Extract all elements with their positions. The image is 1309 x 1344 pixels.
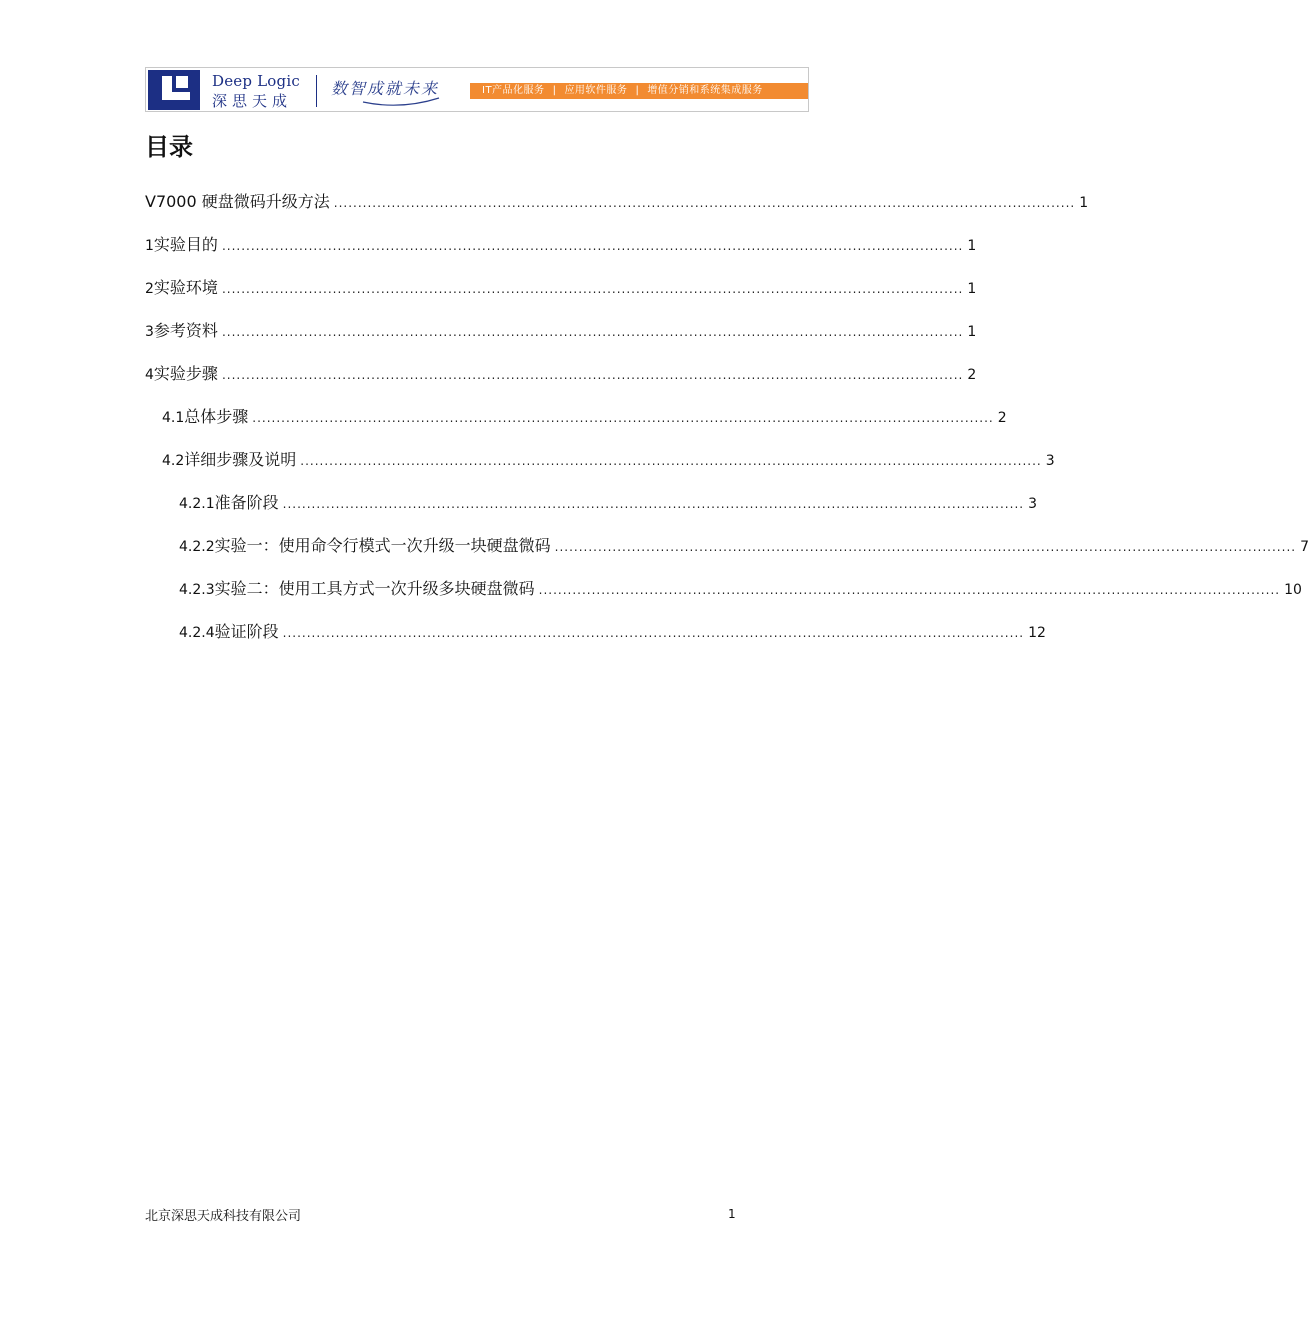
toc-entry-page: 3 [1045, 453, 1055, 469]
toc-title: 目录 [145, 133, 193, 161]
toc-entry-text: 验证阶段 [214, 622, 279, 641]
toc-entry-number: 1 [145, 238, 154, 254]
toc-entry-text: V7000 硬盘微码升级方法 [145, 192, 330, 211]
toc-entry-number: 4.2 [162, 453, 185, 469]
toc-entry[interactable] [145, 278, 977, 299]
service-app-software: 应用软件服务 [564, 85, 628, 96]
toc-entry-number: 4.1 [162, 410, 185, 426]
toc-entry-text: 总体步骤 [184, 407, 249, 426]
toc-entry[interactable] [145, 235, 977, 256]
toc-entry-page: 10 [1284, 582, 1302, 598]
service-it-product: IT产品化服务 [482, 85, 545, 96]
toc-entry[interactable] [179, 493, 1037, 514]
toc-entry[interactable] [145, 321, 977, 342]
swoosh-icon [361, 96, 441, 108]
toc-entry-page: 2 [967, 367, 977, 383]
toc-entry-page: 3 [1028, 496, 1037, 512]
toc-leader-dots: .......................................................................................................................................................... [538, 583, 1281, 597]
toc-leader-dots: .......................................................................................................................................................... [221, 282, 964, 296]
header-banner [145, 67, 809, 112]
service-distribution: 增值分销和系统集成服务 [647, 85, 763, 96]
toc-entry[interactable] [145, 364, 977, 385]
toc-entry-page: 1 [967, 238, 977, 254]
toc-entry-number: 4.2.2 [179, 539, 215, 555]
toc-leader-dots: .......................................................................................................................................................... [282, 497, 1025, 511]
logo-chinese-text: 深思天成 [212, 92, 293, 110]
footer-company-name: 北京深思天成科技有限公司 [145, 1209, 302, 1224]
toc-leader-dots: .......................................................................................................................................................... [282, 626, 1025, 640]
toc-entry[interactable] [179, 579, 1302, 600]
toc-entry-page: 2 [997, 410, 1007, 426]
toc-leader-dots: .......................................................................................................................................................... [554, 540, 1297, 554]
services-bar [470, 83, 808, 99]
toc-entry-page: 1 [967, 281, 977, 297]
toc-entry-text: 实验环境 [153, 278, 218, 297]
toc-entry[interactable] [162, 407, 1007, 428]
toc-entry-page: 1 [967, 324, 977, 340]
toc-leader-dots: .......................................................................................................................................................... [252, 411, 994, 425]
toc-entry-text: 实验一：使用命令行模式一次升级一块硬盘微码 [214, 536, 551, 555]
logo-divider [316, 75, 317, 107]
footer-page-number: 1 [728, 1207, 736, 1221]
toc-entry-text: 参考资料 [153, 321, 218, 340]
logo-english-text: Deep Logic [212, 72, 300, 90]
toc-leader-dots: .......................................................................................................................................................... [300, 454, 1042, 468]
toc-entry-text: 准备阶段 [214, 493, 279, 512]
toc-entry[interactable] [179, 536, 1309, 557]
toc-entry-number: 4 [145, 367, 154, 383]
toc-entry-number: 3 [145, 324, 154, 340]
toc-entry-page: 12 [1028, 625, 1046, 641]
toc-entry-text: 详细步骤及说明 [184, 450, 297, 469]
toc-leader-dots: .......................................................................................................................................................... [221, 239, 964, 253]
toc-entry-text: 实验步骤 [153, 364, 218, 383]
toc-leader-dots: .......................................................................................................................................................... [221, 368, 964, 382]
toc-entry-text: 实验目的 [153, 235, 218, 254]
toc-entry[interactable] [162, 450, 1055, 471]
service-separator: | [552, 85, 557, 96]
toc-entry[interactable] [179, 622, 1046, 643]
toc-entry-text: 实验二：使用工具方式一次升级多块硬盘微码 [214, 579, 535, 598]
toc-entry-number: 4.2.4 [179, 625, 215, 641]
service-separator: | [635, 85, 640, 96]
toc-entry-number: 2 [145, 281, 154, 297]
toc-leader-dots: .......................................................................................................................................................... [333, 196, 1076, 210]
deep-logic-logo-icon [148, 70, 200, 110]
slogan-text: 数智成就未来 [331, 79, 440, 98]
toc-entry-page: 1 [1079, 195, 1089, 211]
toc-entry-number: 4.2.3 [179, 582, 215, 598]
toc-entry-page: 7 [1300, 539, 1309, 555]
toc-entry-number: 4.2.1 [179, 496, 215, 512]
toc-leader-dots: .......................................................................................................................................................... [221, 325, 964, 339]
toc-entry[interactable] [145, 192, 1089, 213]
